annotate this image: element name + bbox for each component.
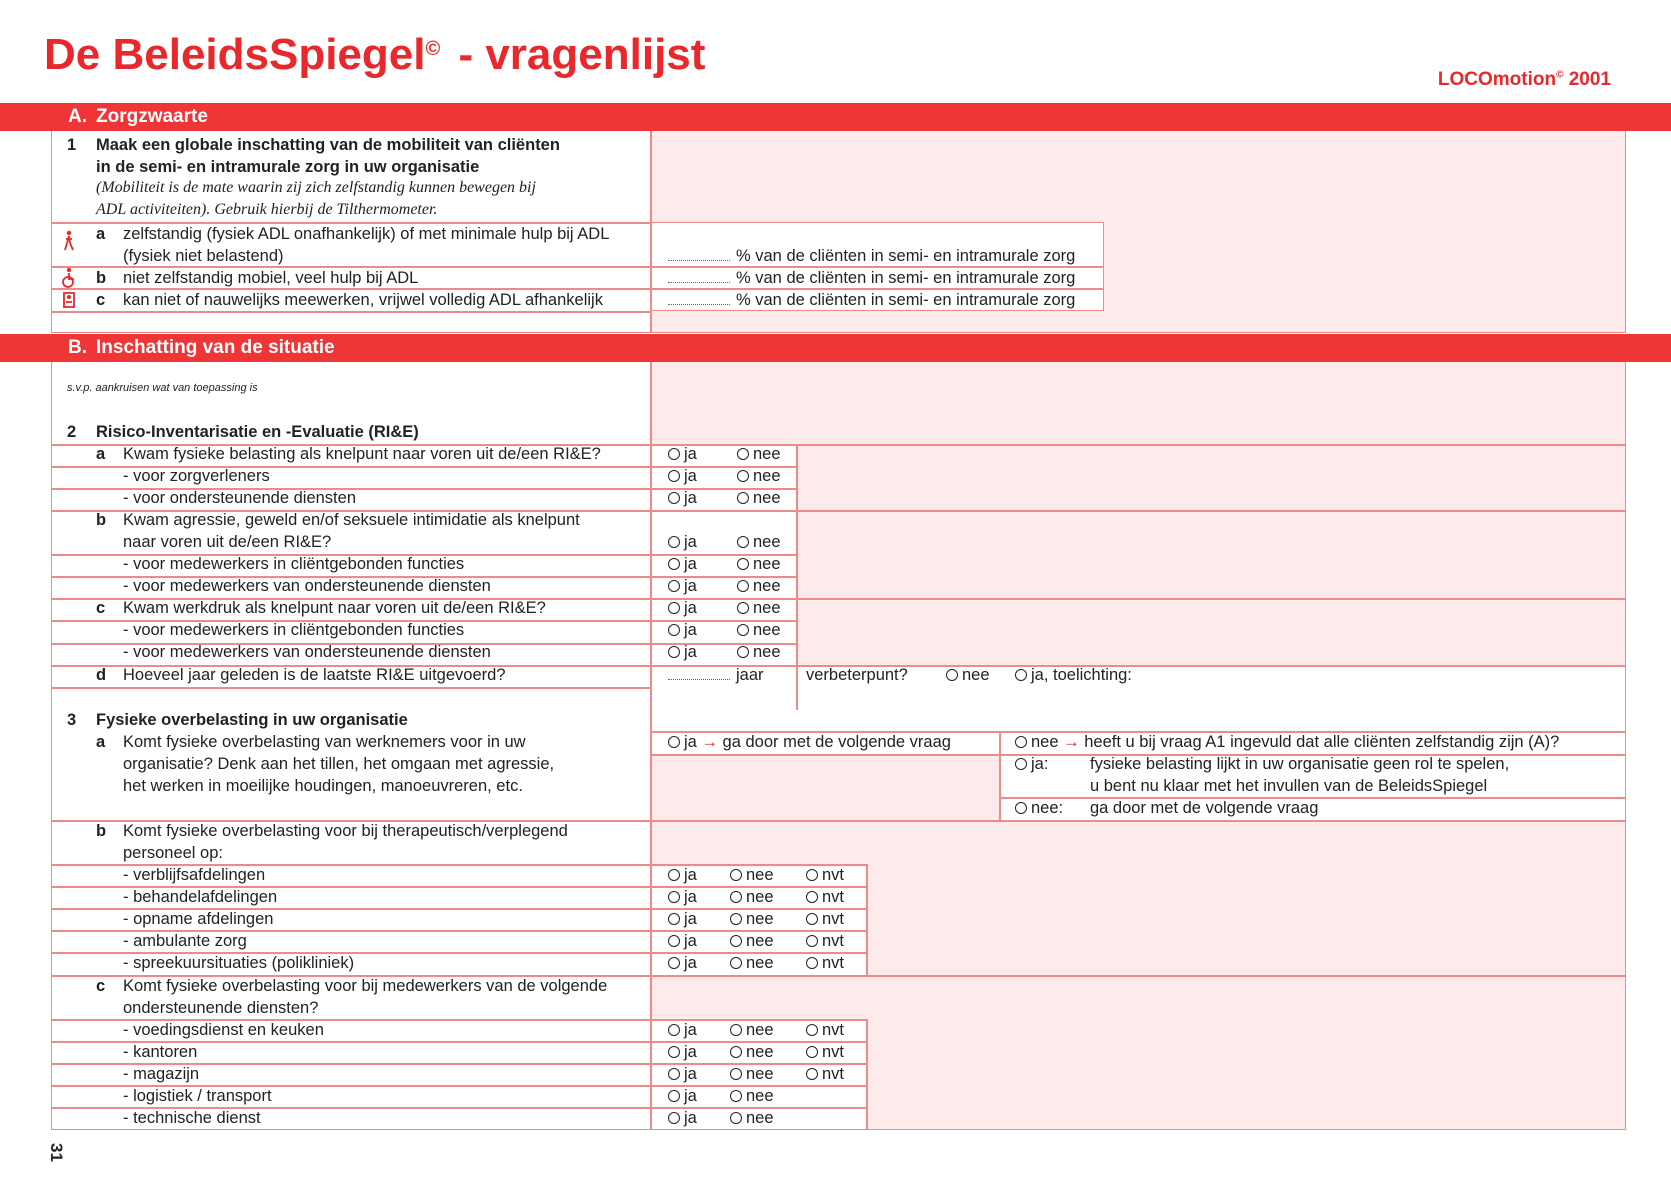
arrow-right-icon: → — [1063, 733, 1080, 751]
radio-ja[interactable]: ja — [668, 930, 697, 952]
radio-nvt[interactable]: nvt — [806, 930, 844, 952]
radio-ja[interactable]: ja — [668, 443, 697, 465]
brand-label: LOCOmotion© 2001 — [1437, 69, 1611, 90]
option-text: niet zelfstandig mobiel, veel hulp bij ADL — [123, 269, 419, 287]
radio-verbeterpunt-nee[interactable]: nee — [946, 664, 990, 686]
percentage-input-c[interactable]: % van de cliënten in semi- en intramurale zorg — [668, 289, 1075, 311]
question-note: ADL activiteiten). Gebruik hierbij de Tilthermometer. — [96, 201, 438, 218]
option-text: (fysiek niet belastend) — [123, 247, 284, 265]
radio-ja[interactable]: ja — [668, 487, 697, 509]
radio-q3a-nee[interactable]: nee → heeft u bij vraag A1 ingevuld dat alle cliënten zelfstandig zijn (A)? — [1015, 731, 1559, 753]
radio-ja[interactable]: ja — [668, 1085, 697, 1107]
wheelchair-icon — [62, 267, 76, 289]
radio-nee[interactable]: nee — [737, 531, 781, 553]
radio-ja[interactable]: ja — [668, 531, 697, 553]
radio-q3a-sub-nee[interactable]: nee: — [1015, 797, 1063, 819]
radio-nee[interactable]: nee — [737, 597, 781, 619]
radio-ja[interactable]: ja — [668, 619, 697, 641]
radio-nee[interactable]: nee — [737, 619, 781, 641]
radio-nvt[interactable]: nvt — [806, 1019, 844, 1041]
percentage-input-a[interactable]: % van de cliënten in semi- en intramurale zorg — [668, 245, 1075, 267]
radio-ja[interactable]: ja — [668, 597, 697, 619]
radio-nee[interactable]: nee — [730, 864, 774, 886]
radio-ja[interactable]: ja — [668, 886, 697, 908]
radio-ja[interactable]: ja — [668, 575, 697, 597]
lying-person-icon — [62, 289, 76, 311]
option-text: zelfstandig (fysiek ADL onafhankelijk) of met minimale hulp bij ADL — [123, 225, 610, 243]
radio-nee[interactable]: nee — [730, 1063, 774, 1085]
radio-ja[interactable]: ja — [668, 908, 697, 930]
radio-nee[interactable]: nee — [730, 1019, 774, 1041]
radio-nee[interactable]: nee — [737, 575, 781, 597]
radio-ja[interactable]: ja — [668, 1041, 697, 1063]
arrow-right-icon: → — [701, 733, 718, 751]
radio-nee[interactable]: nee — [737, 465, 781, 487]
radio-nvt[interactable]: nvt — [806, 886, 844, 908]
radio-nee[interactable]: nee — [737, 487, 781, 509]
question-text: Risico-Inventarisatie en -Evaluatie (RI&E) — [96, 423, 419, 441]
radio-ja[interactable]: ja — [668, 864, 697, 886]
walking-person-icon — [62, 230, 76, 252]
radio-nee[interactable]: nee — [737, 641, 781, 663]
radio-nee[interactable]: nee — [737, 553, 781, 575]
radio-verbeterpunt-ja[interactable]: ja, toelichting: — [1015, 664, 1132, 686]
radio-nee[interactable]: nee — [730, 952, 774, 974]
radio-nvt[interactable]: nvt — [806, 1041, 844, 1063]
radio-q3a-ja[interactable]: ja → ga door met de volgende vraag — [668, 731, 951, 753]
radio-ja[interactable]: ja — [668, 641, 697, 663]
percentage-input-b[interactable]: % van de cliënten in semi- en intramurale zorg — [668, 267, 1075, 289]
radio-nvt[interactable]: nvt — [806, 908, 844, 930]
radio-ja[interactable]: ja — [668, 952, 697, 974]
radio-ja[interactable]: ja — [668, 1019, 697, 1041]
radio-nee[interactable]: nee — [730, 1041, 774, 1063]
page-title: De BeleidsSpiegel© - vragenlijst — [44, 30, 706, 79]
page-number: 31 — [47, 1143, 66, 1162]
radio-nvt[interactable]: nvt — [806, 864, 844, 886]
radio-nee[interactable]: nee — [730, 1107, 774, 1129]
option-text: kan niet of nauwelijks meewerken, vrijwel volledig ADL afhankelijk — [123, 291, 603, 309]
section-a-header: A. Zorgzwaarte — [0, 103, 1671, 131]
question-text: Fysieke overbelasting in uw organisatie — [96, 711, 408, 729]
radio-nee[interactable]: nee — [730, 886, 774, 908]
question-text: in de semi- en intramurale zorg in uw organisatie — [96, 158, 480, 176]
question-note: (Mobiliteit is de mate waarin zij zich zelfstandig kunnen bewegen bij — [96, 179, 536, 196]
question-text: Maak een globale inschatting van de mobiliteit van cliënten — [96, 136, 560, 154]
radio-ja[interactable]: ja — [668, 1107, 697, 1129]
radio-nee[interactable]: nee — [730, 908, 774, 930]
radio-nvt[interactable]: nvt — [806, 952, 844, 974]
radio-nvt[interactable]: nvt — [806, 1063, 844, 1085]
section-b-header: B. Inschatting van de situatie — [0, 334, 1671, 362]
radio-nee[interactable]: nee — [737, 443, 781, 465]
question-number: 1 — [67, 136, 77, 154]
instruction-text: s.v.p. aankruisen wat van toepassing is — [67, 382, 258, 394]
radio-nee[interactable]: nee — [730, 930, 774, 952]
radio-ja[interactable]: ja — [668, 465, 697, 487]
radio-nee[interactable]: nee — [730, 1085, 774, 1107]
radio-ja[interactable]: ja — [668, 1063, 697, 1085]
years-input[interactable]: jaar — [668, 664, 764, 686]
radio-q3a-sub-ja[interactable]: ja: — [1015, 753, 1048, 775]
radio-ja[interactable]: ja — [668, 553, 697, 575]
